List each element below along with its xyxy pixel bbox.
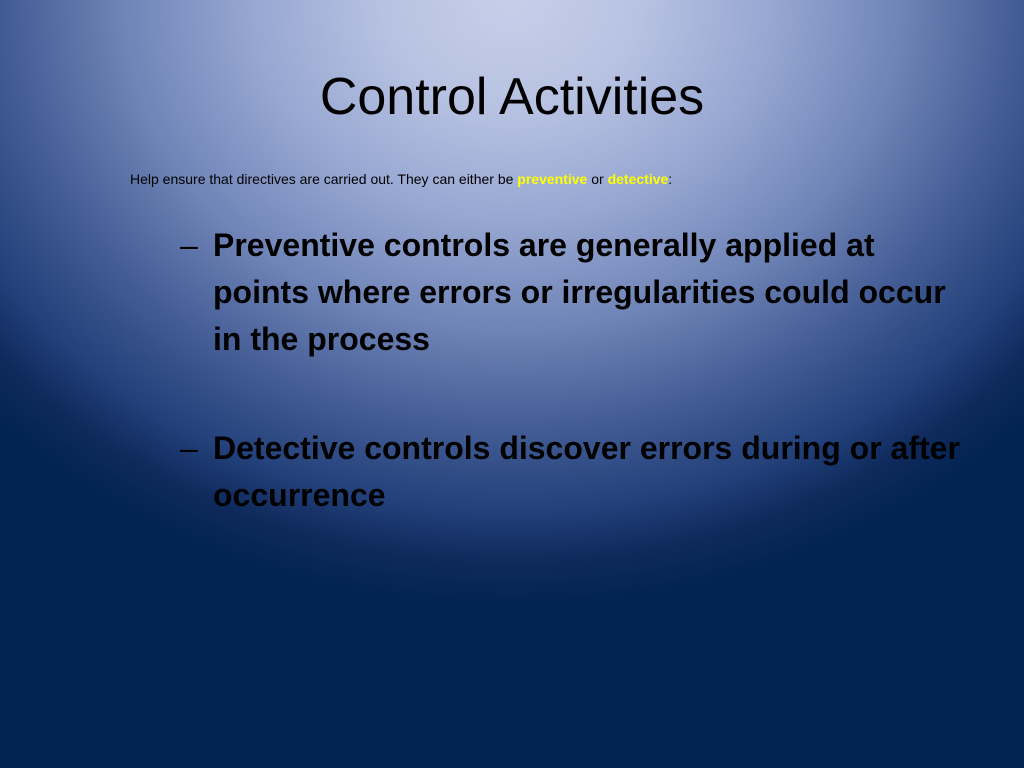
intro-connector: or	[587, 171, 608, 187]
highlight-detective: detective	[607, 171, 669, 187]
bullet-item	[180, 425, 970, 519]
dash-marker: –	[180, 430, 198, 466]
bullet-item	[180, 222, 970, 363]
intro-text	[130, 170, 930, 188]
bullet-text: Preventive controls are generally applied at points where errors or irregularities could occur in the process	[213, 227, 946, 357]
slide-title: Control Activities	[319, 68, 705, 126]
dash-marker: –	[180, 227, 198, 263]
bullet-text: Detective controls discover errors during or after occurrence	[213, 430, 960, 513]
highlight-preventive: preventive	[517, 171, 588, 187]
intro-text-before: Help ensure that directives are carried out. They can either be	[130, 171, 518, 187]
intro-text-after: :	[668, 171, 673, 187]
bullet-list	[180, 222, 970, 581]
